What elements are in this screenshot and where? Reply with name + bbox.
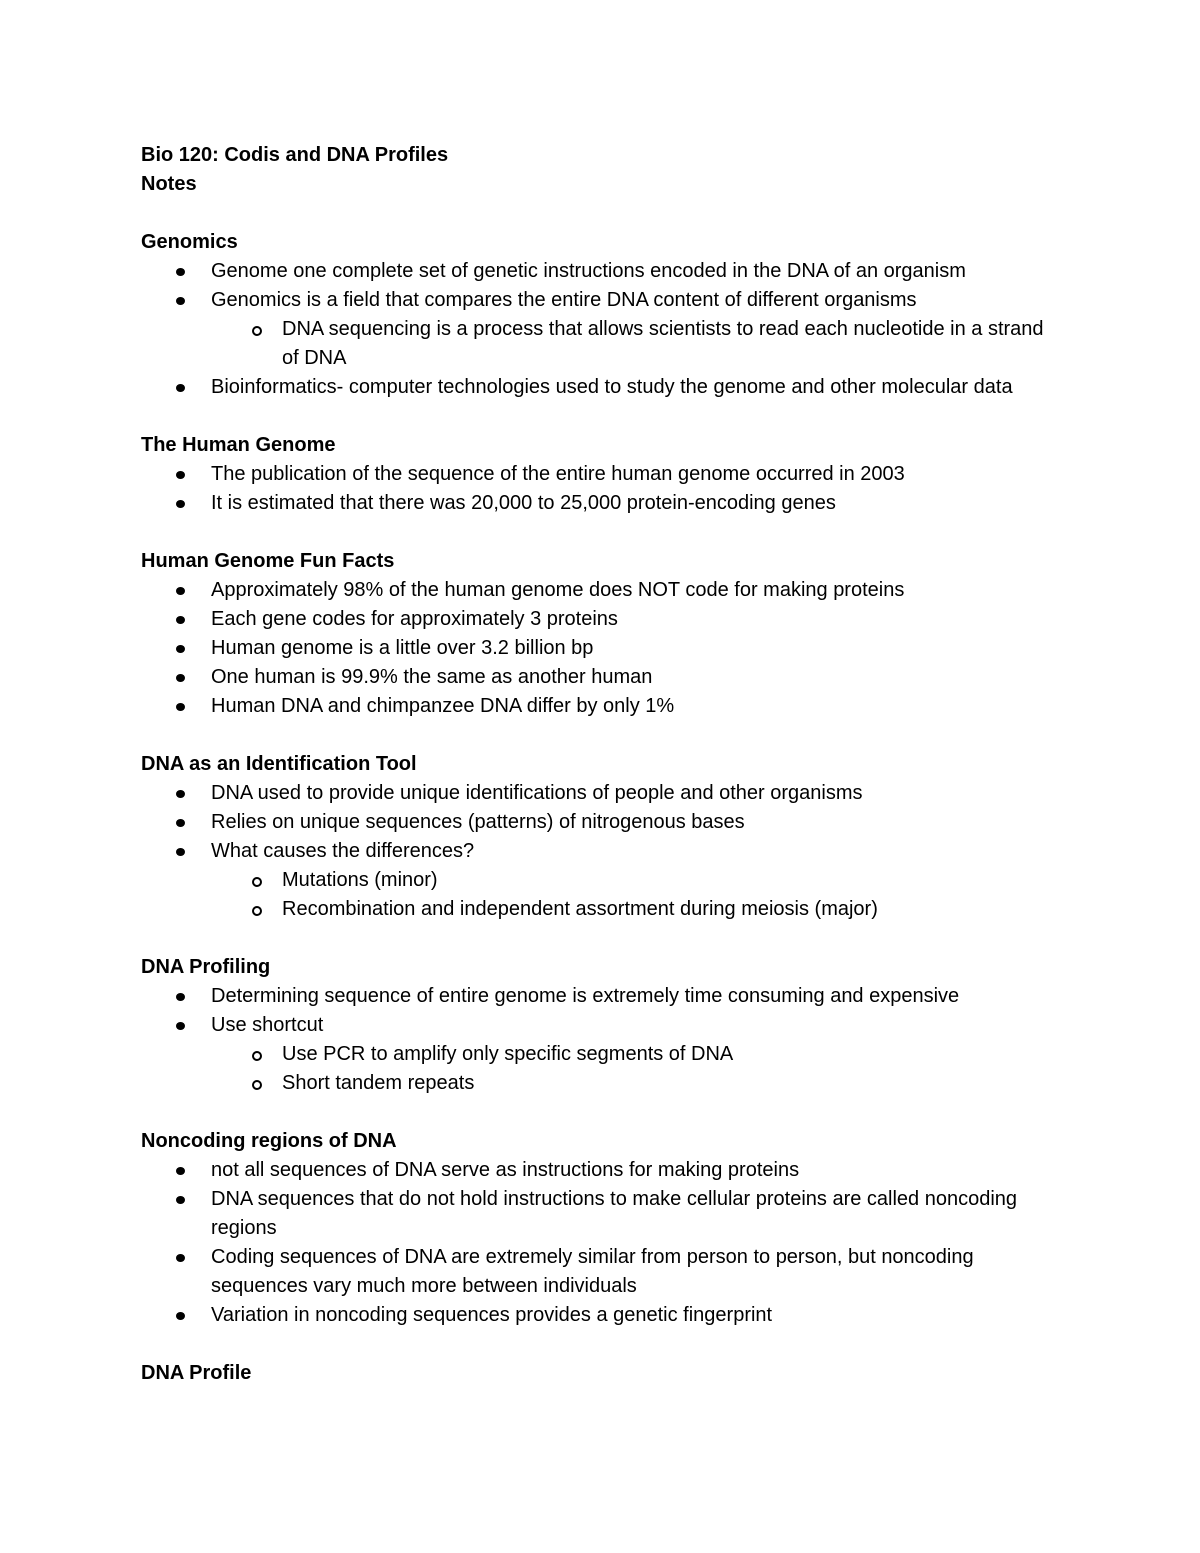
bullet-text: Approximately 98% of the human genome does NOT code for making proteins: [211, 579, 905, 601]
section: [141, 1359, 1061, 1388]
sub-bullet-text: Short tandem repeats: [282, 1072, 475, 1094]
bullet-list: [141, 982, 1061, 1098]
bullet-dot-icon: [176, 790, 185, 798]
bullet-ring-icon: [252, 906, 262, 916]
bullet-item: [141, 605, 1061, 634]
bullet-item: [141, 1156, 1061, 1185]
section-heading: The Human Genome: [141, 434, 336, 456]
bullet-item: [141, 1243, 1061, 1301]
bullet-item: [141, 576, 1061, 605]
bullet-dot-icon: [176, 616, 185, 624]
bullet-dot-icon: [176, 993, 185, 1001]
bullet-item: [141, 460, 1061, 489]
bullet-text: DNA used to provide unique identifications of people and other organisms: [211, 782, 863, 804]
sub-bullet-list: [141, 315, 1061, 373]
bullet-dot-icon: [176, 1196, 185, 1204]
bullet-ring-icon: [252, 877, 262, 887]
sub-bullet-item: [141, 315, 1061, 373]
sub-bullet-text: DNA sequencing is a process that allows scientists to read each nucleotide in a strand of DNA: [282, 318, 1044, 369]
bullet-list: [141, 460, 1061, 518]
sub-bullet-text: Mutations (minor): [282, 869, 438, 891]
document-title: Bio 120: Codis and DNA Profiles: [141, 144, 449, 166]
bullet-text: not all sequences of DNA serve as instructions for making proteins: [211, 1159, 800, 1181]
bullet-text: Determining sequence of entire genome is extremely time consuming and expensive: [211, 985, 960, 1007]
bullet-text: Genomics is a field that compares the entire DNA content of different organisms: [211, 289, 917, 311]
section: [141, 750, 1061, 924]
sub-bullet-list: [141, 1040, 1061, 1098]
bullet-item: [141, 1011, 1061, 1098]
section-heading: Genomics: [141, 231, 238, 253]
bullet-dot-icon: [176, 1312, 185, 1320]
bullet-list: [141, 576, 1061, 721]
bullet-dot-icon: [176, 1167, 185, 1175]
bullet-text: Use shortcut: [211, 1014, 324, 1036]
bullet-text: DNA sequences that do not hold instructions to make cellular proteins are called noncoding regions: [211, 1188, 1018, 1239]
section-heading: Human Genome Fun Facts: [141, 550, 395, 572]
section-heading: Noncoding regions of DNA: [141, 1130, 397, 1152]
bullet-dot-icon: [176, 297, 185, 305]
bullet-dot-icon: [176, 703, 185, 711]
bullet-ring-icon: [252, 1080, 262, 1090]
bullet-list: [141, 1156, 1061, 1330]
bullet-dot-icon: [176, 819, 185, 827]
bullet-item: [141, 663, 1061, 692]
bullet-text: Coding sequences of DNA are extremely similar from person to person, but noncoding sequences vary much more between individuals: [211, 1246, 974, 1297]
bullet-item: [141, 634, 1061, 663]
section: [141, 547, 1061, 721]
bullet-text: Genome one complete set of genetic instructions encoded in the DNA of an organism: [211, 260, 966, 282]
sub-bullet-item: [141, 895, 1061, 924]
bullet-item: [141, 1185, 1061, 1243]
bullet-text: One human is 99.9% the same as another human: [211, 666, 653, 688]
sub-bullet-list: [141, 866, 1061, 924]
bullet-dot-icon: [176, 268, 185, 276]
bullet-dot-icon: [176, 471, 185, 479]
section: [141, 228, 1061, 402]
bullet-item: [141, 1301, 1061, 1330]
bullet-text: It is estimated that there was 20,000 to 25,000 protein-encoding genes: [211, 492, 836, 514]
bullet-list: [141, 779, 1061, 924]
section: [141, 1127, 1061, 1330]
bullet-item: [141, 489, 1061, 518]
document-subtitle: Notes: [141, 173, 197, 195]
bullet-ring-icon: [252, 326, 262, 336]
sub-bullet-item: [141, 866, 1061, 895]
bullet-text: Variation in noncoding sequences provides a genetic fingerprint: [211, 1304, 773, 1326]
bullet-item: [141, 286, 1061, 373]
section-heading: DNA Profile: [141, 1362, 252, 1384]
bullet-text: Human genome is a little over 3.2 billion bp: [211, 637, 594, 659]
sub-bullet-text: Recombination and independent assortment during meiosis (major): [282, 898, 878, 920]
bullet-ring-icon: [252, 1051, 262, 1061]
sub-bullet-text: Use PCR to amplify only specific segments of DNA: [282, 1043, 734, 1065]
bullet-text: The publication of the sequence of the entire human genome occurred in 2003: [211, 463, 905, 485]
bullet-dot-icon: [176, 848, 185, 856]
bullet-dot-icon: [176, 1022, 185, 1030]
bullet-item: [141, 808, 1061, 837]
bullet-dot-icon: [176, 674, 185, 682]
bullet-dot-icon: [176, 500, 185, 508]
section: [141, 431, 1061, 518]
sub-bullet-item: [141, 1040, 1061, 1069]
bullet-item: [141, 982, 1061, 1011]
section: [141, 953, 1061, 1098]
bullet-text: Relies on unique sequences (patterns) of nitrogenous bases: [211, 811, 745, 833]
bullet-dot-icon: [176, 384, 185, 392]
bullet-text: Each gene codes for approximately 3 proteins: [211, 608, 618, 630]
bullet-item: [141, 257, 1061, 286]
bullet-item: [141, 373, 1061, 402]
bullet-dot-icon: [176, 1254, 185, 1262]
bullet-dot-icon: [176, 645, 185, 653]
sub-list-wrapper: [141, 315, 1061, 373]
bullet-list: [141, 257, 1061, 402]
document-body: [141, 141, 1061, 1388]
bullet-text: What causes the differences?: [211, 840, 475, 862]
sub-list-wrapper: [141, 866, 1061, 924]
section-heading: DNA Profiling: [141, 956, 271, 978]
bullet-text: Bioinformatics- computer technologies used to study the genome and other molecular data: [211, 376, 1013, 398]
section-heading: DNA as an Identification Tool: [141, 753, 417, 775]
bullet-text: Human DNA and chimpanzee DNA differ by only 1%: [211, 695, 675, 717]
sections-container: [141, 228, 1061, 1388]
sub-list-wrapper: [141, 1040, 1061, 1098]
sub-bullet-item: [141, 1069, 1061, 1098]
bullet-item: [141, 692, 1061, 721]
bullet-item: [141, 837, 1061, 924]
bullet-dot-icon: [176, 587, 185, 595]
bullet-item: [141, 779, 1061, 808]
